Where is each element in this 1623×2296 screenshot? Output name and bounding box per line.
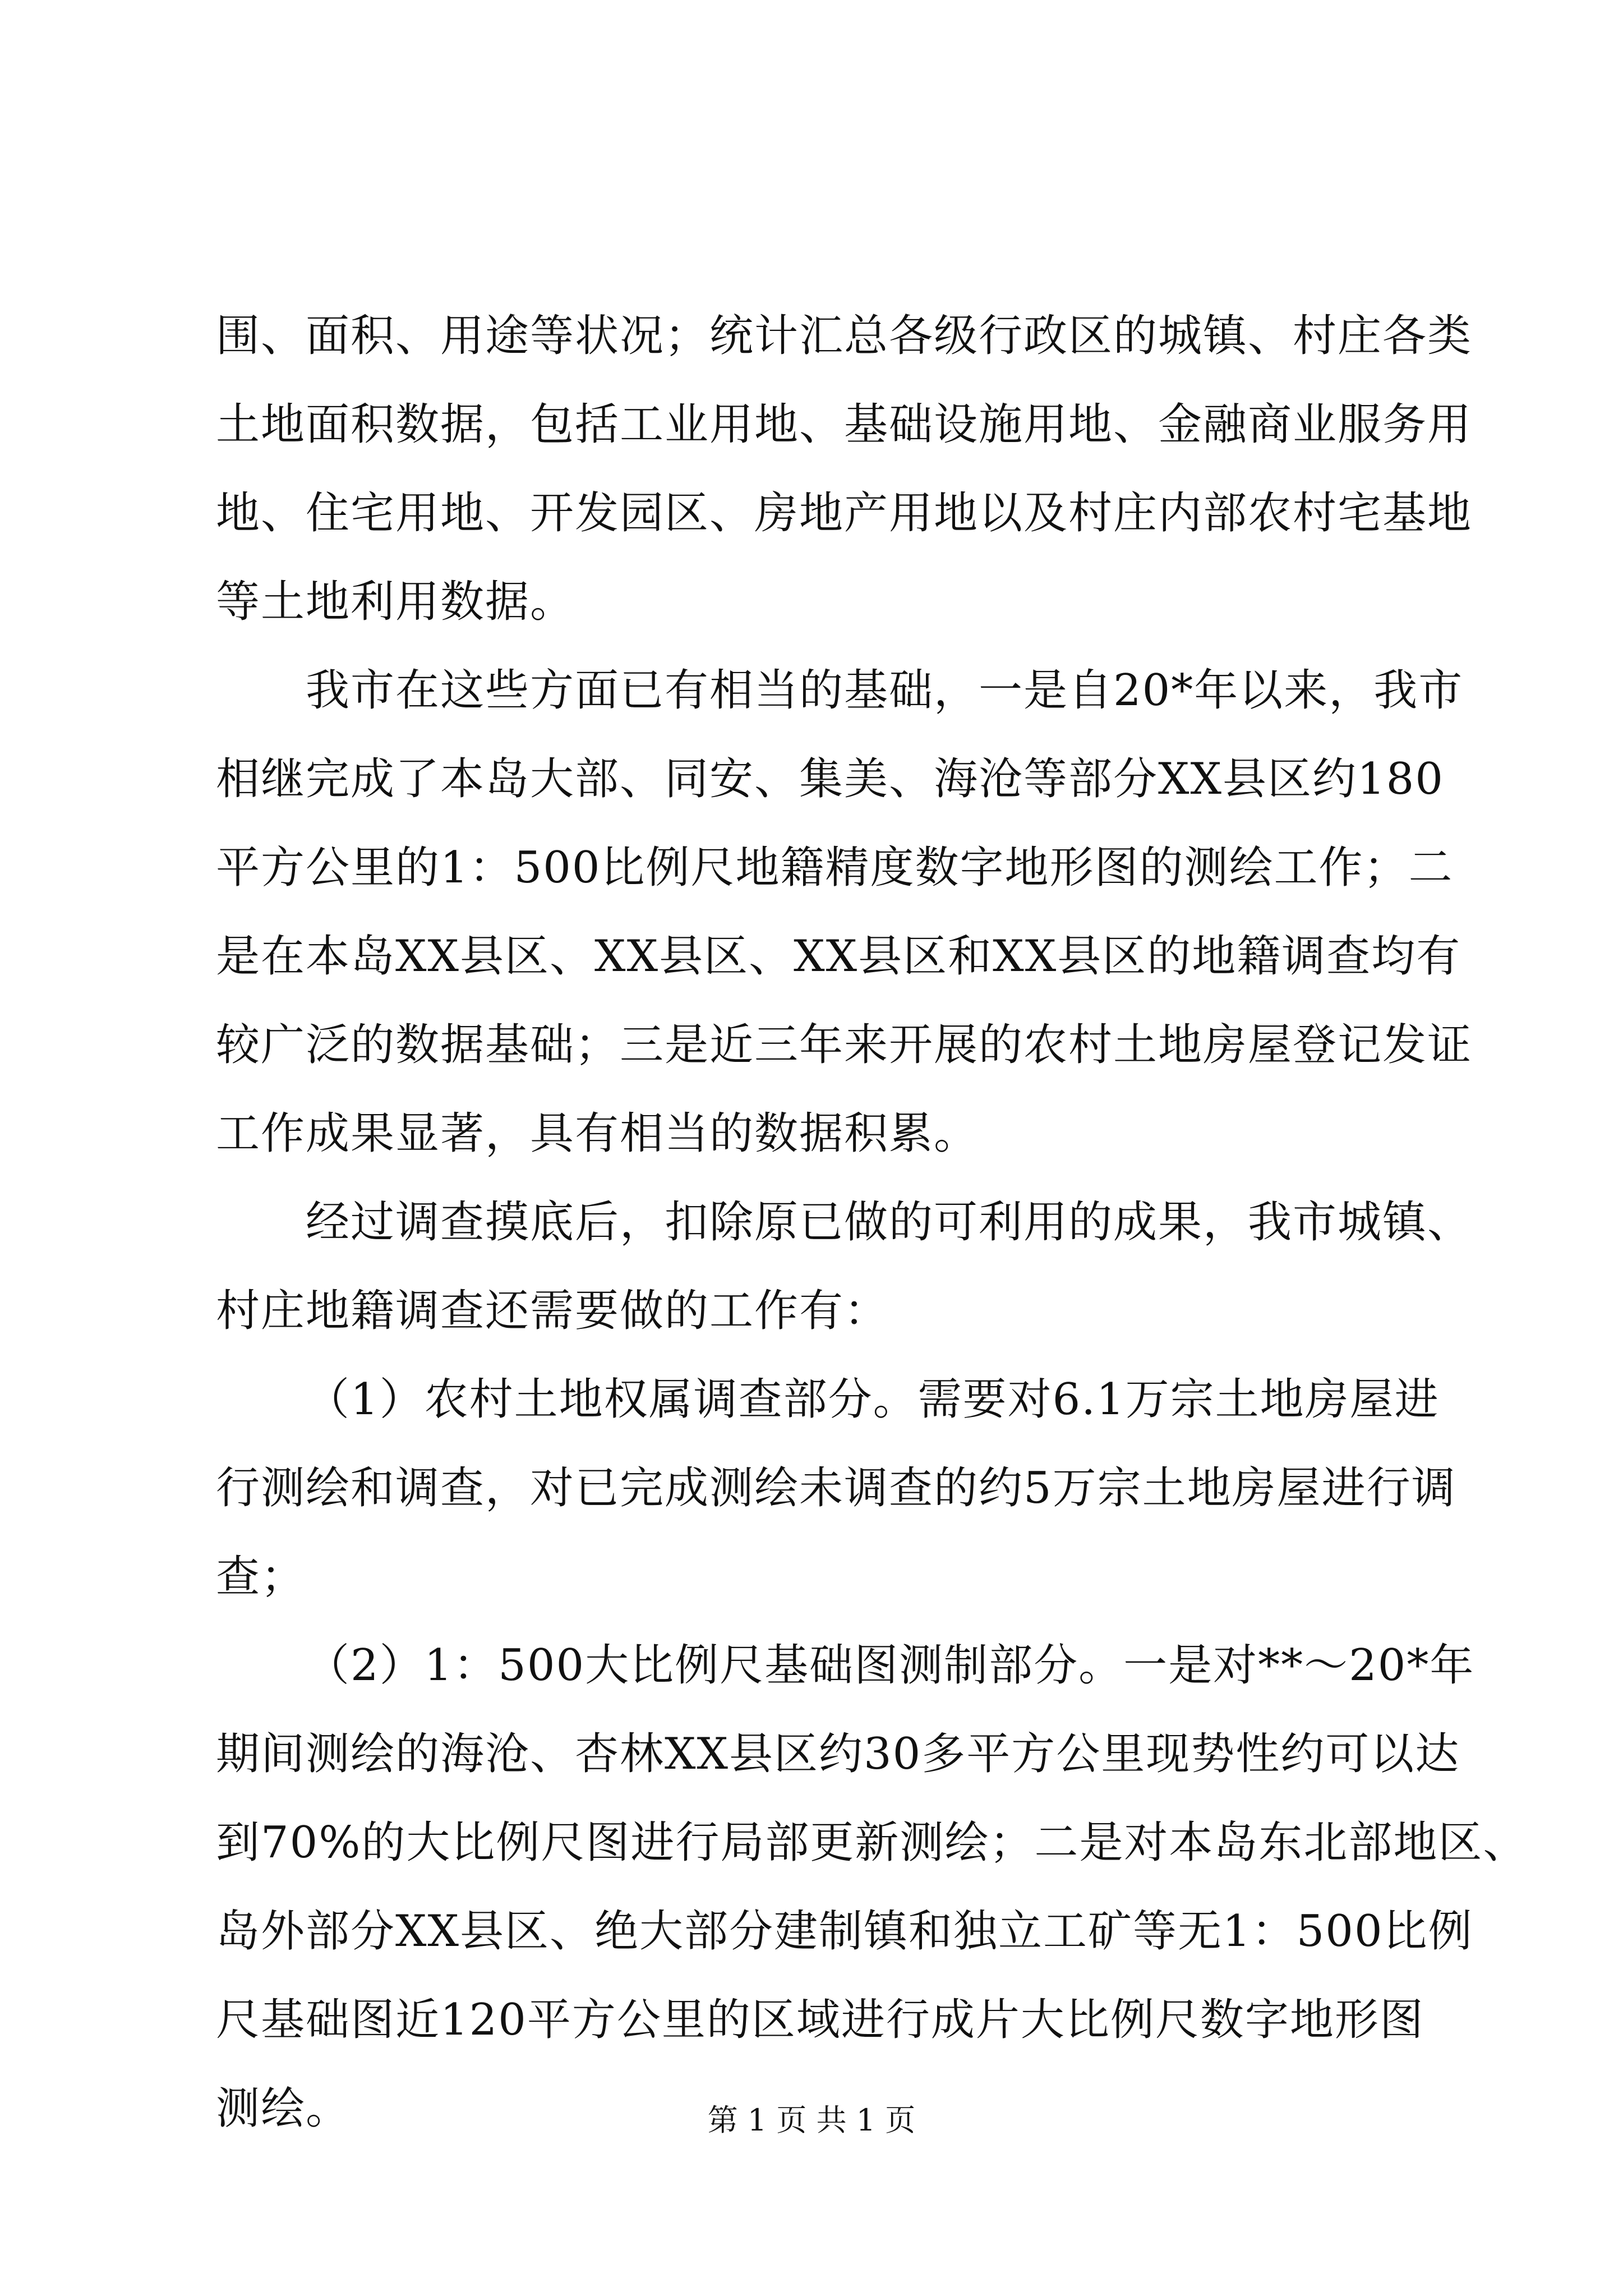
paragraph-start-line: （2）1：500大比例尺基础图测制部分。一是对**～20*年 [306, 1640, 1475, 1691]
text-line: 期间测绘的海沧、杏林XX县区约30多平方公里现势性约可以达 [216, 1729, 1460, 1779]
text-line: 地、住宅用地、开发园区、房地产用地以及村庄内部农村宅基地 [216, 488, 1473, 539]
text-line: 相继完成了本岛大部、同安、集美、海沧等部分XX县区约180 [216, 754, 1444, 804]
text-line: 围、面积、用途等状况；统计汇总各级行政区的城镇、村庄各类 [216, 311, 1473, 361]
paragraph-start-line: 我市在这些方面已有相当的基础，一是自20*年以来，我市 [306, 665, 1464, 716]
text-line: 尺基础图近120平方公里的区域进行成片大比例尺数字地形图 [216, 1995, 1424, 2045]
text-line: 测绘。 [216, 2083, 351, 2134]
text-line: 村庄地籍调查还需要做的工作有： [216, 1286, 889, 1336]
text-line: 到70%的大比例尺图进行局部更新测绘；二是对本岛东北部地区、 [216, 1818, 1528, 1868]
text-line: 较广泛的数据基础；三是近三年来开展的农村土地房屋登记发证 [216, 1020, 1473, 1070]
paragraph-start-line: 经过调查摸底后，扣除原已做的可利用的成果，我市城镇、 [306, 1197, 1473, 1248]
text-line: 查； [216, 1552, 306, 1602]
text-line: 是在本岛XX县区、XX县区、XX县区和XX县区的地籍调查均有 [216, 931, 1461, 982]
text-line: 平方公里的1：500比例尺地籍精度数字地形图的测绘工作；二 [216, 843, 1454, 893]
body-text [216, 292, 1528, 2153]
paragraph-start-line: （1）农村土地权属调查部分。需要对6.1万宗土地房屋进 [306, 1374, 1440, 1425]
text-line: 工作成果显著，具有相当的数据积累。 [216, 1108, 979, 1159]
text-line: 行测绘和调查，对已完成测绘未调查的约5万宗土地房屋进行调 [216, 1463, 1456, 1513]
text-line: 岛外部分XX县区、绝大部分建制镇和独立工矿等无1：500比例 [216, 1906, 1473, 1957]
page-footer: 第 1 页 共 1 页 [707, 2102, 916, 2138]
text-line: 等土地利用数据。 [216, 577, 575, 627]
text-line: 土地面积数据，包括工业用地、基础设施用地、金融商业服务用 [216, 399, 1473, 450]
